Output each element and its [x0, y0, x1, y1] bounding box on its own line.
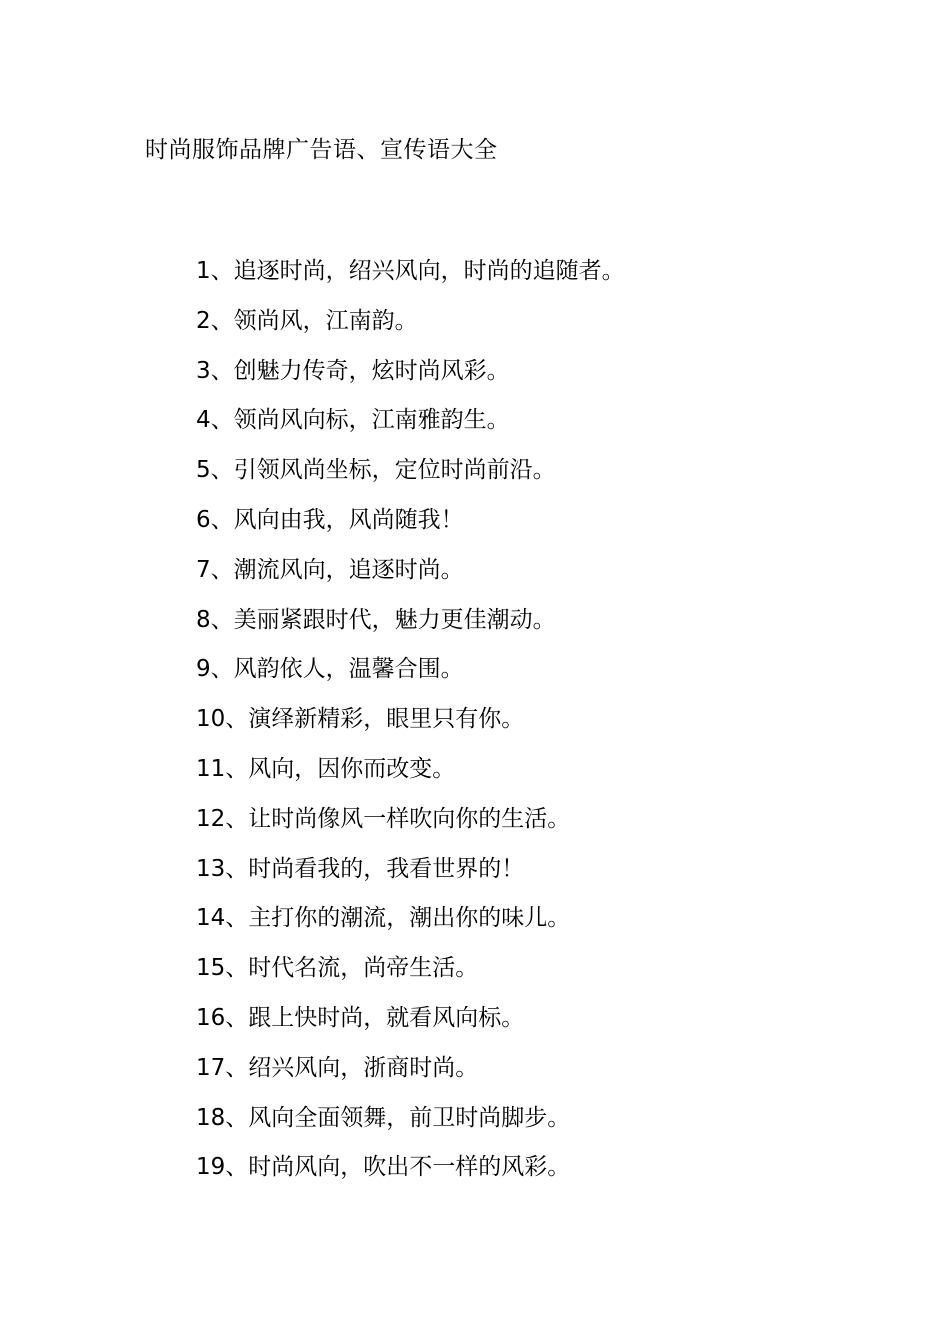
slogan-list [196, 255, 625, 1201]
item-text: 、追逐时尚，绍兴风向，时尚的追随者。 [210, 258, 625, 284]
list-item [196, 703, 625, 753]
list-item [196, 255, 625, 305]
item-number: 6 [196, 506, 211, 533]
item-number: 11 [196, 755, 226, 782]
item-text: 、让时尚像风一样吹向你的生活。 [225, 805, 571, 832]
item-text: 、绍兴风向，浙商时尚。 [225, 1054, 479, 1081]
list-item [196, 554, 625, 604]
item-number: 9 [196, 656, 211, 683]
item-text: 、时尚看我的，我看世界的！ [225, 855, 525, 882]
item-text: 、领尚风向标，江南雅韵生。 [210, 407, 510, 434]
list-item [196, 952, 625, 1002]
item-text: 、风向由我，风尚随我！ [210, 506, 464, 533]
list-item [196, 355, 625, 405]
list-item [196, 404, 625, 454]
list-item [196, 1002, 625, 1052]
list-item [196, 753, 625, 803]
item-text: 、创魅力传奇，炫时尚风彩。 [210, 357, 510, 384]
list-item [196, 1102, 625, 1152]
item-text: 、美丽紧跟时代，魅力更佳潮动。 [210, 606, 556, 633]
item-text: 、跟上快时尚，就看风向标。 [225, 1004, 525, 1031]
list-item [196, 1151, 625, 1201]
item-text: 、主打你的潮流，潮出你的味儿。 [225, 905, 571, 932]
item-number: 10 [196, 706, 226, 733]
list-item [196, 604, 625, 654]
item-text: 、风向，因你而改变。 [225, 755, 456, 782]
list-item [196, 803, 625, 853]
item-number: 19 [196, 1154, 226, 1181]
list-item [196, 853, 625, 903]
list-item [196, 454, 625, 504]
item-text: 、风向全面领舞，前卫时尚脚步。 [225, 1104, 571, 1131]
item-text: 、潮流风向，追逐时尚。 [210, 556, 464, 583]
item-text: 、时尚风向，吹出不一样的风彩。 [225, 1154, 571, 1181]
list-item [196, 1052, 625, 1102]
item-number: 17 [196, 1054, 226, 1081]
list-item [196, 653, 625, 703]
item-number: 16 [196, 1004, 226, 1031]
item-text: 、时代名流，尚帝生活。 [225, 955, 479, 982]
item-number: 14 [196, 905, 226, 932]
item-number: 1 [196, 258, 211, 284]
document-title: 时尚服饰品牌广告语、宣传语大全 [145, 137, 498, 163]
list-item [196, 504, 625, 554]
item-number: 18 [196, 1104, 226, 1131]
item-number: 3 [196, 357, 211, 384]
item-number: 2 [196, 307, 211, 334]
item-number: 12 [196, 805, 226, 832]
item-number: 15 [196, 955, 226, 982]
item-number: 8 [196, 606, 211, 633]
item-text: 、引领风尚坐标，定位时尚前沿。 [210, 457, 556, 484]
item-number: 5 [196, 457, 211, 484]
item-text: 、领尚风，江南韵。 [210, 307, 418, 334]
item-text: 、演绎新精彩，眼里只有你。 [225, 706, 525, 733]
item-text: 、风韵依人，温馨合围。 [210, 656, 464, 683]
list-item [196, 305, 625, 355]
list-item [196, 902, 625, 952]
item-number: 7 [196, 556, 211, 583]
item-number: 13 [196, 855, 226, 882]
item-number: 4 [196, 407, 211, 434]
